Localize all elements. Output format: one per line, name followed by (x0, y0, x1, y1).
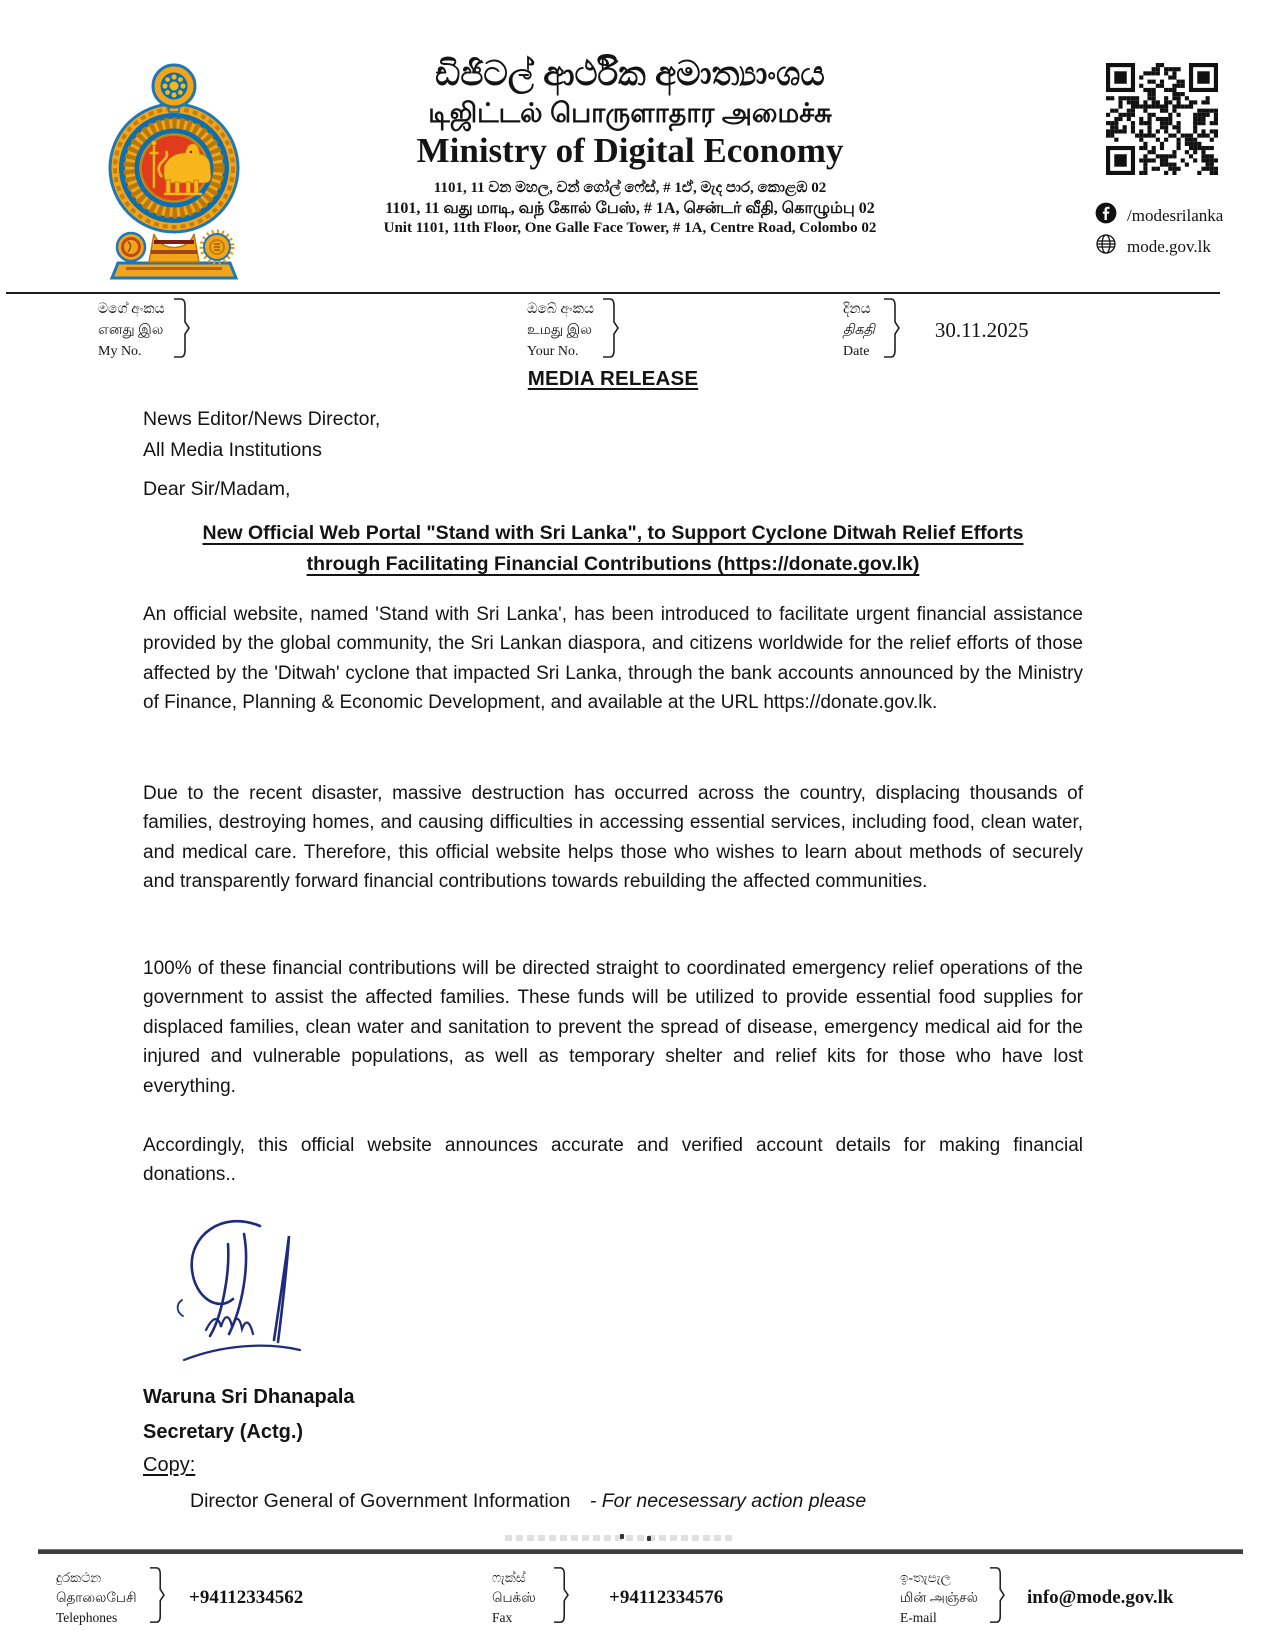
ministry-title-english: Ministry of Digital Economy (416, 131, 844, 170)
email-field (900, 1566, 1173, 1629)
body-paragraph-3: 100% of these financial contributions will be directed straight to coordinated emergency relief operations of the government to assist the affected families. These funds will be utilized to provide essential food supplies for displaced families, clean water and sanitation to prevent the spread of disease, emergency medical aid for the injured and vulnerable populations, as well as temporary shelter and relief kits for those who have lost everything. (143, 958, 1083, 1097)
signer-title: Secretary (Actg.) (143, 1421, 304, 1443)
your-no-label-tamil: உமது இல (527, 323, 592, 338)
telephones-label-english: Telephones (56, 1609, 118, 1625)
globe-icon (1095, 233, 1117, 260)
ministry-title-tamil: டிஜிட்டல் பொருளாதார அமைச்சு (428, 98, 832, 128)
date-field (843, 297, 1029, 364)
copy-label: Copy: (143, 1454, 196, 1476)
email-label-english: E-mail (900, 1609, 937, 1625)
telephones-label-tamil: தொலைபேசி (56, 1589, 137, 1605)
address-english: Unit 1101, 11th Floor, One Galle Face Tower, # 1A, Centre Road, Colombo 02 (383, 220, 877, 236)
your-no-label-english: Your No. (527, 344, 579, 359)
subject-line-2: through Facilitating Financial Contributions (https://donate.gov.lk) (306, 553, 920, 575)
national-emblem-icon (94, 56, 254, 286)
facebook-icon (1095, 202, 1117, 229)
fax-value: +94112334576 (609, 1586, 724, 1608)
ministry-title-sinhala: ඩිජිටල් ආර්ථික අමාත්‍යාංශය (435, 55, 825, 93)
address-sinhala: 1101, 11 වන මහල, වන් ගෝල් ෆේස්, # 1ඒ, මැද පාර, කොළඹ 02 (433, 180, 827, 196)
footer-divider (38, 1549, 1243, 1554)
date-label-sinhala: දිනය (843, 302, 871, 317)
signer-name: Waruna Sri Dhanapala (143, 1386, 355, 1408)
qr-code (1106, 63, 1218, 175)
email-label-tamil: மின் அஞ்சல் (900, 1589, 978, 1605)
facebook-handle: /modesrilanka (1127, 205, 1224, 225)
brace-icon (172, 297, 190, 364)
date-label-tamil: திகதி (843, 323, 875, 338)
fax-label-sinhala: ෆැක්ස් (492, 1569, 526, 1585)
my-no-label-tamil: எனது இல (98, 323, 164, 338)
scan-speck (620, 1534, 624, 1539)
your-no-label-sinhala: ඔබේ අංකය (527, 302, 595, 317)
email-label-sinhala: ඉ-තැපැල (900, 1569, 951, 1585)
body-paragraph-4: Accordingly, this official website announces accurate and verified account details for making financial donations.. (143, 1135, 1083, 1186)
subject-line-1: New Official Web Portal "Stand with Sri Lanka", to Support Cyclone Ditwah Relief Efforts (202, 522, 1024, 544)
copy-recipient-line (190, 1490, 866, 1513)
your-no-field (527, 297, 619, 364)
copy-note: - For necesessary action please (589, 1490, 867, 1512)
website-row (1095, 233, 1211, 260)
fax-label-english: Fax (492, 1609, 513, 1625)
copy-recipient: Director General of Government Information (190, 1490, 571, 1512)
brace-icon (601, 297, 619, 364)
date-value: 30.11.2025 (934, 318, 1029, 342)
address-tamil: 1101, 11 வது மாடி, வந் கோல் பேஸ், # 1A, சென்டர் வீதி, கொழும்பு 02 (385, 200, 875, 217)
telephones-field (56, 1566, 303, 1629)
recipient-block (143, 404, 380, 466)
website-url: mode.gov.lk (1127, 236, 1211, 256)
fax-field (492, 1566, 723, 1629)
body-paragraph-1: An official website, named 'Stand with Sri Lanka', has been introduced to facilitate urgent financial assistance provided by the global community, the Sri Lankan diaspora, and citizens worldwide for the relief efforts of those affected by the 'Ditwah' cyclone that impacted Sri Lanka, through the bank accounts announced by the Ministry of Finance, Planning & Economic Development, and available at the URL https://donate.gov.lk. (143, 604, 1083, 714)
fax-label-tamil: பெக்ஸ் (492, 1589, 536, 1605)
my-no-label-english: My No. (98, 344, 142, 359)
my-no-field (98, 297, 190, 364)
brace-icon (988, 1566, 1005, 1629)
handwritten-signature (170, 1208, 320, 1368)
header-title-block (268, 54, 992, 238)
brace-icon (882, 297, 900, 364)
telephones-value: +94112334562 (189, 1586, 304, 1608)
brace-icon (552, 1566, 569, 1629)
my-no-label-sinhala: මගේ අංකය (98, 302, 165, 317)
email-value: info@mode.gov.lk (1027, 1586, 1174, 1608)
scan-speck (647, 1536, 651, 1541)
facebook-row (1095, 202, 1223, 229)
media-release-heading: MEDIA RELEASE (527, 367, 699, 390)
telephones-label-sinhala: දුරකථන (56, 1569, 102, 1585)
brace-icon (148, 1566, 165, 1629)
salutation: Dear Sir/Madam, (143, 478, 291, 500)
date-label-english: Date (843, 344, 870, 359)
signer-block (143, 1380, 355, 1450)
body-paragraph-2: Due to the recent disaster, massive destruction has occurred across the country, displacing thousands of families, destroying homes, and causing difficulties in accessing essential services, including food, clean water, and medical care. Therefore, this official website helps those who wishes to learn about methods of securely and transparently forward financial contributions towards rebuilding the affected communities. (143, 783, 1083, 893)
header-divider (6, 292, 1220, 294)
recipient-line-1: News Editor/News Director, (143, 408, 381, 430)
recipient-line-2: All Media Institutions (143, 439, 322, 461)
